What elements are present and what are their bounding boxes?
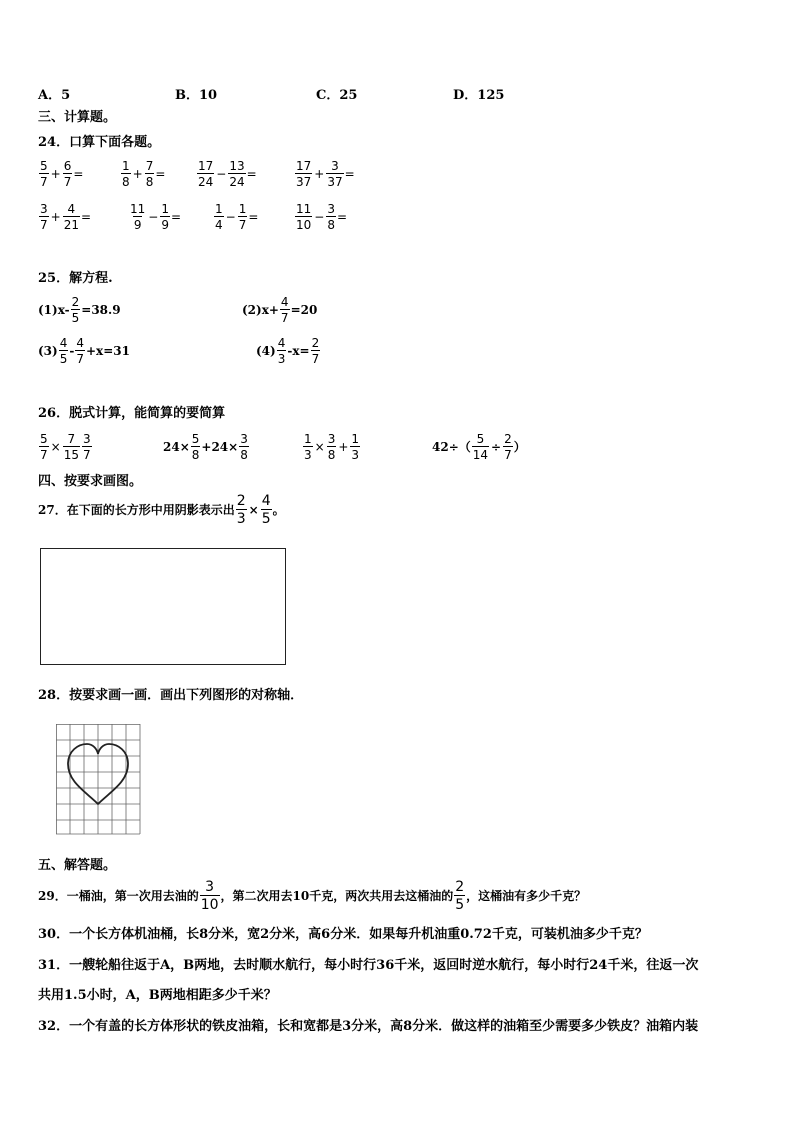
fraction: $\frac{7}{8}$ [145,159,154,189]
q27-prompt: 27．在下面的长方形中用阴影表示出 $\frac{2}{3}$ × $\frac{4}{5}$ 。 [38,493,285,527]
option-a: A．5 [38,88,71,103]
section-3-heading: 三、计算题。 [38,110,117,125]
fraction: $\frac{4}{3}$ [277,336,286,366]
fraction: $\frac{4}{21}$ [63,202,79,232]
fraction: $\frac{2}{5}$ [71,295,80,325]
q25-equation-2: (2)x+ $\frac{4}{7}$ =20 [242,295,318,325]
q24-r1-item4: $\frac{17}{37}$ + $\frac{3}{37}$ = [296,159,355,189]
fraction: $\frac{5}{7}$ [40,432,48,462]
fraction: $\frac{1}{3}$ [304,432,312,462]
fraction: $\frac{7}{15}$ [63,432,79,462]
fraction: $\frac{1}{9}$ [161,202,169,232]
fraction: $\frac{2}{7}$ [504,432,512,462]
q30-prompt: 30．一个长方体机油桶，长8分米，宽2分米，高6分米．如果每升机油重0.72千克，可装机油多少千克？ [38,927,648,942]
q28-title: 28．按要求画一画．画出下列图形的对称轴． [38,688,304,703]
grid-lines [56,724,140,834]
fraction: $\frac{5}{14}$ [472,432,489,462]
section-5-heading: 五、解答题。 [38,858,117,873]
fraction: $\frac{4}{5}$ [59,336,68,366]
fraction: $\frac{1}{4}$ [215,202,223,232]
fraction: $\frac{1}{8}$ [122,159,130,189]
q24-r2-item3: $\frac{1}{4}$ − $\frac{1}{7}$ = [215,202,259,232]
q26-calc-4: 42÷（ $\frac{5}{14}$ ÷ $\frac{2}{7}$ ） [432,432,526,462]
q25-equation-4: (4) $\frac{4}{3}$ -x= $\frac{2}{7}$ [256,336,320,366]
q25-equation-3: (3) $\frac{4}{5}$ - $\frac{4}{7}$ +x=31 [38,336,130,366]
heart-grid-figure[interactable] [56,724,142,836]
shading-rectangle[interactable] [40,548,286,665]
q26-calc-3: $\frac{1}{3}$ × $\frac{3}{8}$ + $\frac{1}{3}$ [304,432,360,462]
option-b: B．10 [175,88,218,103]
fraction: $\frac{3}{7}$ [40,202,48,232]
fraction: $\frac{11}{10}$ [296,202,312,232]
fraction: $\frac{2}{7}$ [311,336,320,366]
q24-r1-item2: $\frac{1}{8}$ + $\frac{7}{8}$ = [122,159,166,189]
fraction: $\frac{3}{8}$ [327,432,336,462]
fraction: $\frac{1}{7}$ [238,202,247,232]
option-c: C．25 [316,88,358,103]
q31-prompt-line-2: 共用1.5小时，A，B两地相距多少千米？ [38,988,277,1003]
fraction: $\frac{3}{8}$ [240,432,248,462]
fraction: $\frac{3}{8}$ [327,202,335,232]
q24-title: 24．口算下面各题。 [38,135,161,150]
q24-r1-item1: $\frac{5}{7}$ + $\frac{6}{7}$ = [40,159,84,189]
q31-prompt-line-1: 31．一艘轮船往返于A，B两地，去时顺水航行，每小时行36千米，返回时逆水航行，每小时行24千米，往返一次 [38,958,699,973]
q29-prompt: 29．一桶油，第一次用去油的 $\frac{3}{10}$ ，第二次用去10千克，两次共用去这桶油的 $\frac{2}{5}$ ，这桶油有多少千克？ [38,879,587,913]
q24-r2-item1: $\frac{3}{7}$ + $\frac{4}{21}$ = [40,202,92,232]
fraction: $\frac{6}{7}$ [63,159,72,189]
fraction: $\frac{11}{9}$ [130,202,146,232]
fraction: $\frac{3}{10}$ [200,879,219,913]
fraction: $\frac{4}{5}$ [261,493,271,527]
q26-title: 26．脱式计算，能简算的要简算 [38,406,226,421]
q32-prompt: 32．一个有盖的长方体形状的铁皮油箱，长和宽都是3分米，高8分米．做这样的油箱至少需要多少铁皮？油箱内装 [38,1019,699,1034]
fraction: $\frac{4}{7}$ [280,295,289,325]
fraction: $\frac{5}{8}$ [191,432,200,462]
q24-r2-item2: $\frac{11}{9}$ − $\frac{1}{9}$ = [130,202,182,232]
option-d: D．125 [453,88,505,103]
q24-r2-item4: $\frac{11}{10}$ − $\frac{3}{8}$ = [296,202,348,232]
q25-title: 25．解方程. [38,271,113,286]
q26-calc-2: 24× $\frac{5}{8}$ +24× $\frac{3}{8}$ [163,432,248,462]
section-4-heading: 四、按要求画图。 [38,474,143,489]
q26-calc-1: $\frac{5}{7}$ × $\frac{7}{15}$ $\frac{3}{7}$ [40,432,91,462]
fraction: $\frac{13}{24}$ [229,159,245,189]
fraction: $\frac{3}{37}$ [327,159,343,189]
fraction: $\frac{3}{7}$ [82,432,91,462]
fraction: $\frac{17}{37}$ [296,159,312,189]
fraction: $\frac{2}{3}$ [236,493,246,527]
fraction: $\frac{4}{7}$ [76,336,84,366]
q25-equation-1: (1)x- $\frac{2}{5}$ =38.9 [38,295,121,325]
fraction: $\frac{2}{5}$ [455,879,465,913]
fraction: $\frac{1}{3}$ [351,432,360,462]
fraction: $\frac{5}{7}$ [40,159,48,189]
q24-r1-item3: $\frac{17}{24}$ − $\frac{13}{24}$ = [198,159,257,189]
fraction: $\frac{17}{24}$ [198,159,214,189]
